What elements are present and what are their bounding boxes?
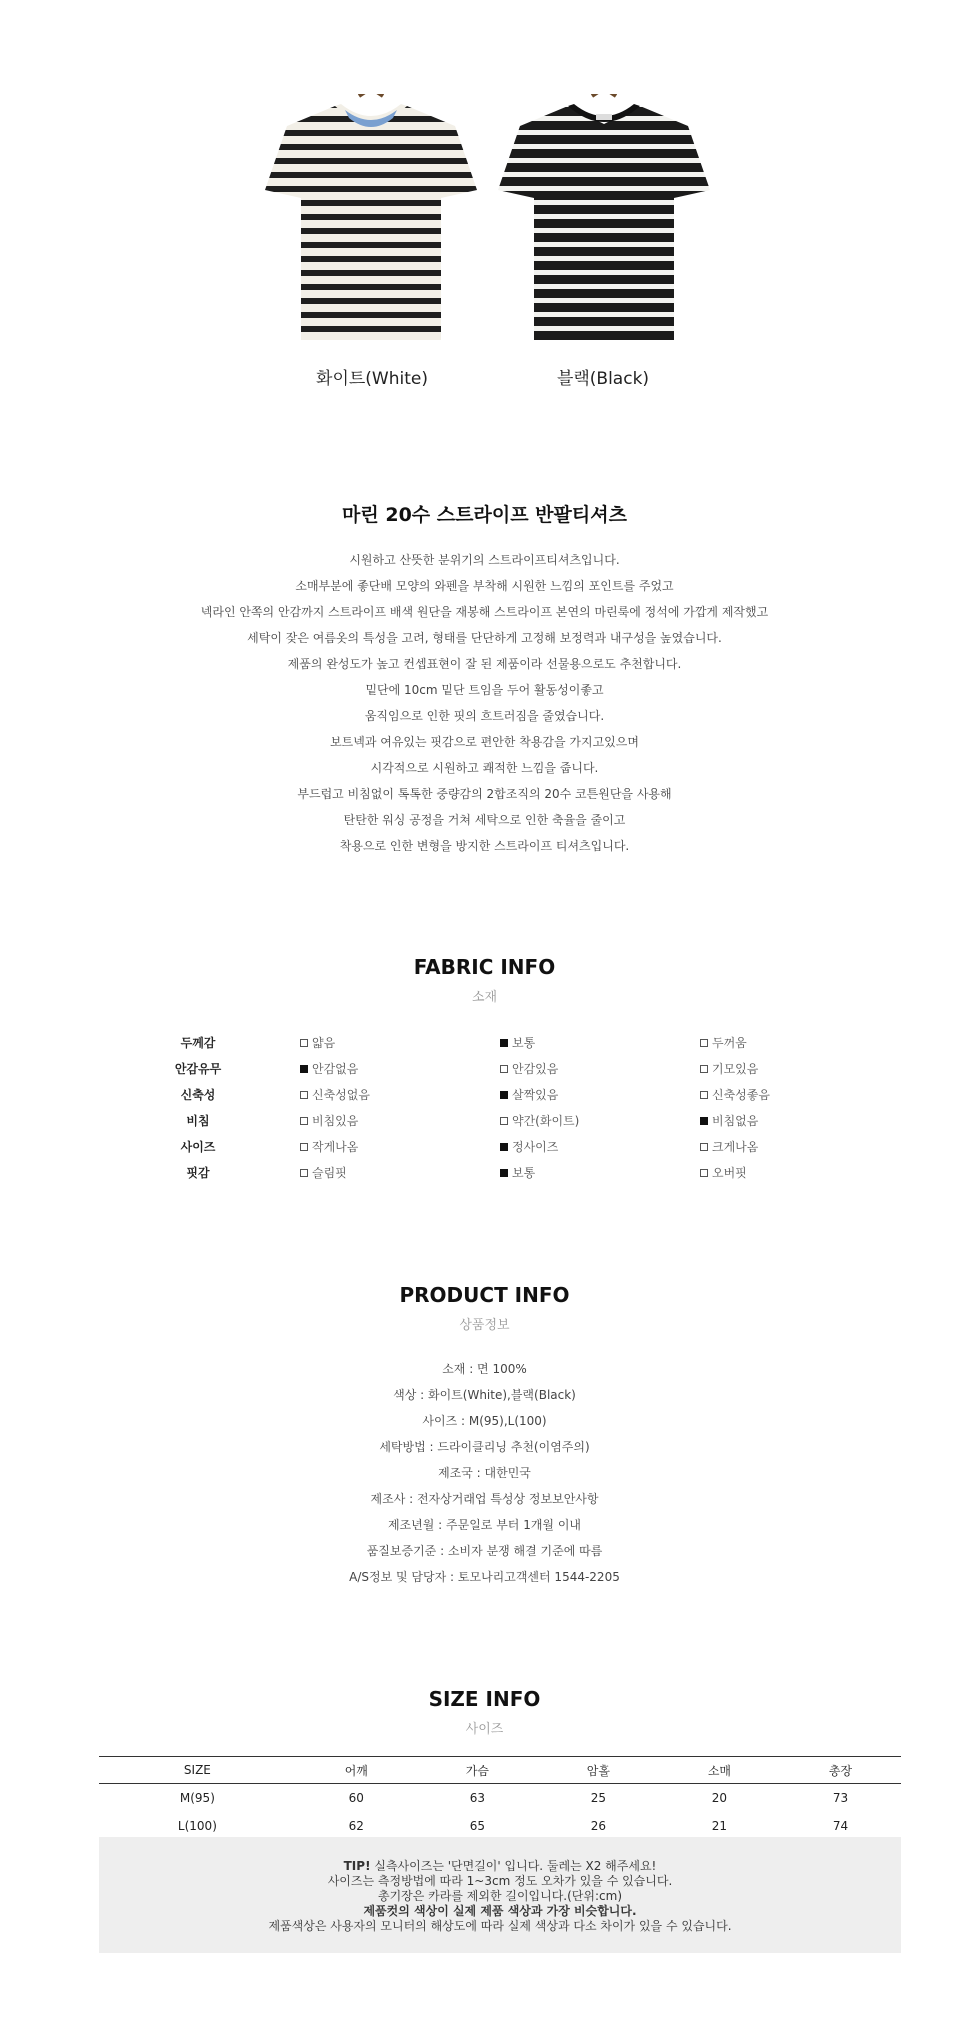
fabric-option-label: 작게나옴 bbox=[312, 1140, 359, 1154]
description-line: 밑단에 10cm 밑단 트임을 두어 활동성이좋고 bbox=[365, 683, 604, 697]
fabric-label: 두께감 bbox=[180, 1036, 216, 1050]
description-line: 탄탄한 워싱 공정을 거쳐 세탁으로 인한 축율을 줄이고 bbox=[343, 813, 626, 827]
product-info-line: 세탁방법 : 드라이클리닝 추천(이염주의) bbox=[379, 1440, 590, 1454]
fabric-option-label: 비침없음 bbox=[712, 1114, 759, 1128]
description-line: 부드럽고 비침없이 톡톡한 중량감의 2합조직의 20수 코튼원단을 사용해 bbox=[297, 787, 672, 801]
fabric-option-label: 비침있음 bbox=[312, 1114, 359, 1128]
checked-box-icon bbox=[500, 1091, 508, 1099]
size-cell: 60 bbox=[348, 1791, 364, 1805]
product-info-line: 소재 : 면 100% bbox=[442, 1362, 527, 1376]
unchecked-box-icon bbox=[500, 1065, 508, 1073]
description-line: 시원하고 산뜻한 분위기의 스트라이프티셔츠입니다. bbox=[349, 553, 620, 567]
tip-prefix: TIP! bbox=[343, 1859, 371, 1873]
description-line: 시각적으로 시원하고 쾌적한 느낌을 줍니다. bbox=[370, 761, 599, 775]
fabric-option bbox=[300, 1112, 358, 1129]
fabric-info-title: FABRIC INFO bbox=[413, 955, 556, 979]
size-info-subtitle: 사이즈 bbox=[465, 1722, 504, 1737]
tshirt-black-image bbox=[488, 94, 720, 350]
fabric-option-label: 기모있음 bbox=[712, 1062, 759, 1076]
product-info-line: 색상 : 화이트(White),블랙(Black) bbox=[393, 1388, 576, 1402]
fabric-label: 사이즈 bbox=[180, 1140, 216, 1154]
product-caption-white: 화이트(White) bbox=[316, 369, 428, 389]
fabric-label: 안감유무 bbox=[174, 1062, 222, 1076]
description-line: 착용으로 인한 변형을 방지한 스트라이프 티셔츠입니다. bbox=[339, 839, 630, 853]
checked-box-icon bbox=[500, 1169, 508, 1177]
fabric-label: 비침 bbox=[186, 1114, 210, 1128]
fabric-option bbox=[300, 1060, 358, 1077]
size-cell: 63 bbox=[469, 1791, 485, 1805]
size-cell: 20 bbox=[711, 1791, 728, 1805]
size-table-header bbox=[99, 1757, 901, 1784]
size-cell: 26 bbox=[590, 1819, 607, 1833]
size-cell: 65 bbox=[469, 1819, 485, 1833]
product-info-line: 제조사 : 전자상거래업 특성상 정보보안사항 bbox=[370, 1492, 599, 1506]
product-info-title: PRODUCT INFO bbox=[399, 1283, 570, 1307]
fabric-option-label: 보통 bbox=[512, 1166, 536, 1180]
size-header-cell: 소매 bbox=[659, 1757, 780, 1784]
tip-line-4: 제품컷의 색상이 실제 제품 색상과 가장 비슷합니다. bbox=[363, 1904, 637, 1918]
unchecked-box-icon bbox=[700, 1143, 708, 1151]
product-image-black bbox=[488, 94, 720, 350]
unchecked-box-icon bbox=[300, 1091, 308, 1099]
description-line: 보트넥과 여유있는 핏감으로 편안한 착용감을 가지고있으며 bbox=[330, 735, 639, 749]
product-info-line: 사이즈 : M(95),L(100) bbox=[422, 1414, 547, 1428]
tshirt-white-image bbox=[255, 94, 487, 350]
fabric-option-label: 살짝있음 bbox=[512, 1088, 559, 1102]
tip-text-1: 실측사이즈는 '단면길이' 입니다. 둘레는 X2 해주세요! bbox=[370, 1859, 657, 1873]
unchecked-box-icon bbox=[300, 1117, 308, 1125]
tip-line-3: 총기장은 카라를 제외한 길이입니다.(단위:cm) bbox=[377, 1889, 623, 1903]
fabric-option-label: 신축성좋음 bbox=[712, 1088, 770, 1102]
fabric-option bbox=[500, 1034, 535, 1051]
unchecked-box-icon bbox=[300, 1143, 308, 1151]
unchecked-box-icon bbox=[300, 1169, 308, 1177]
product-info-line: 제조국 : 대한민국 bbox=[438, 1466, 531, 1480]
fabric-option bbox=[300, 1138, 358, 1155]
size-info-title: SIZE INFO bbox=[428, 1687, 541, 1711]
fabric-option bbox=[300, 1086, 370, 1103]
product-info-line: 제조년월 : 주문일로 부터 1개월 이내 bbox=[387, 1518, 582, 1532]
fabric-option-label: 정사이즈 bbox=[512, 1140, 559, 1154]
fabric-option-label: 보통 bbox=[512, 1036, 536, 1050]
fabric-option-label: 크게나옴 bbox=[712, 1140, 759, 1154]
description-line: 제품의 완성도가 높고 컨셉표현이 잘 된 제품이라 선물용으로도 추천합니다. bbox=[287, 657, 682, 671]
fabric-option bbox=[700, 1138, 758, 1155]
description-line: 소매부분에 좋단배 모양의 와펜을 부착해 시원한 느낌의 포인트를 주었고 bbox=[295, 579, 674, 593]
fabric-option-label: 슬림핏 bbox=[312, 1166, 347, 1180]
size-cell: 74 bbox=[832, 1819, 849, 1833]
unchecked-box-icon bbox=[700, 1039, 708, 1047]
fabric-option bbox=[300, 1164, 347, 1181]
fabric-option bbox=[500, 1112, 579, 1129]
size-header-cell: 어깨 bbox=[296, 1757, 417, 1784]
size-cell: 62 bbox=[348, 1819, 364, 1833]
size-cell: 21 bbox=[711, 1819, 728, 1833]
size-row bbox=[99, 1812, 901, 1840]
checked-box-icon bbox=[700, 1117, 708, 1125]
description-line: 움직임으로 인한 핏의 흐트러짐을 줄였습니다. bbox=[364, 709, 605, 723]
product-image-white bbox=[255, 94, 487, 350]
tip-line-2: 사이즈는 측정방법에 따라 1~3cm 정도 오차가 있을 수 있습니다. bbox=[327, 1874, 673, 1888]
fabric-label: 핏감 bbox=[186, 1166, 210, 1180]
fabric-option bbox=[300, 1034, 335, 1051]
size-cell: 73 bbox=[832, 1791, 849, 1805]
fabric-label: 신축성 bbox=[180, 1088, 216, 1102]
product-title: 마린 20수 스트라이프 반팔티셔츠 bbox=[342, 504, 627, 526]
size-cell: M(95) bbox=[179, 1791, 215, 1805]
size-header-cell: 총장 bbox=[780, 1757, 901, 1784]
checked-box-icon bbox=[500, 1039, 508, 1047]
fabric-option-label: 신축성없음 bbox=[312, 1088, 370, 1102]
tip-line-5: 제품색상은 사용자의 모니터의 해상도에 따라 실제 색상과 다소 차이가 있을 수 있습니다. bbox=[268, 1919, 732, 1933]
fabric-option-label: 얇음 bbox=[312, 1036, 336, 1050]
size-cell: 25 bbox=[590, 1791, 607, 1805]
fabric-option bbox=[700, 1112, 758, 1129]
description-line: 넥라인 안쪽의 안감까지 스트라이프 배색 원단을 재봉해 스트라이프 본연의 마린룩에 정석에 가깝게 제작했고 bbox=[200, 605, 769, 619]
fabric-option-label: 오버핏 bbox=[712, 1166, 747, 1180]
fabric-option-label: 안감있음 bbox=[512, 1062, 559, 1076]
fabric-option bbox=[700, 1164, 747, 1181]
size-header-cell: 암홀 bbox=[538, 1757, 659, 1784]
unchecked-box-icon bbox=[700, 1091, 708, 1099]
fabric-info-subtitle: 소재 bbox=[471, 990, 498, 1005]
fabric-option bbox=[700, 1060, 758, 1077]
product-info-line: A/S정보 및 담당자 : 토모나리고객센터 1544-2205 bbox=[349, 1570, 620, 1584]
fabric-option bbox=[500, 1164, 535, 1181]
fabric-option-label: 두꺼움 bbox=[712, 1036, 747, 1050]
product-info-subtitle: 상품정보 bbox=[459, 1318, 510, 1333]
unchecked-box-icon bbox=[700, 1169, 708, 1177]
size-row bbox=[99, 1784, 901, 1813]
description-line: 세탁이 잦은 여름옷의 특성을 고려, 형태를 단단하게 고정해 보정력과 내구성을 높였습니다. bbox=[247, 631, 722, 645]
checked-box-icon bbox=[500, 1143, 508, 1151]
unchecked-box-icon bbox=[700, 1065, 708, 1073]
unchecked-box-icon bbox=[500, 1117, 508, 1125]
unchecked-box-icon bbox=[300, 1039, 308, 1047]
size-header-cell: SIZE bbox=[99, 1757, 296, 1784]
product-caption-black: 블랙(Black) bbox=[556, 369, 650, 389]
size-header-cell: 가슴 bbox=[417, 1757, 538, 1784]
fabric-option bbox=[500, 1138, 558, 1155]
fabric-option-label: 안감없음 bbox=[312, 1062, 359, 1076]
fabric-option bbox=[500, 1086, 558, 1103]
fabric-option bbox=[700, 1086, 770, 1103]
product-info-line: 품질보증기준 : 소비자 분쟁 해결 기준에 따름 bbox=[366, 1544, 603, 1558]
fabric-option bbox=[500, 1060, 558, 1077]
tip-box bbox=[99, 1837, 901, 1953]
checked-box-icon bbox=[300, 1065, 308, 1073]
size-table bbox=[99, 1756, 901, 1840]
fabric-option bbox=[700, 1034, 747, 1051]
size-cell: L(100) bbox=[177, 1819, 217, 1833]
fabric-option-label: 약간(화이트) bbox=[512, 1114, 580, 1128]
